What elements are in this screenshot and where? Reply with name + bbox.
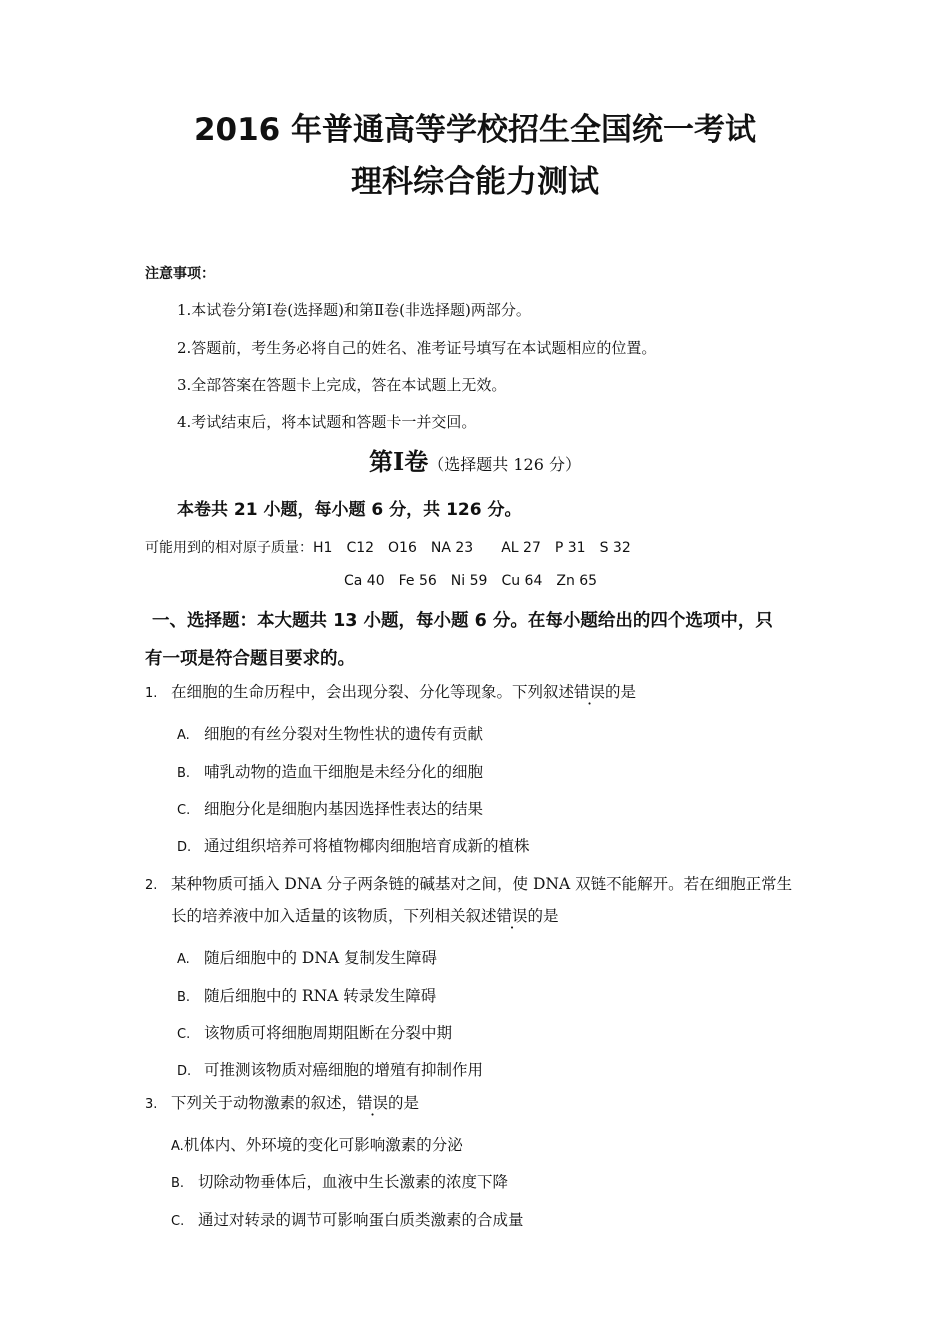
option-c: C. 细胞分化是细胞内基因选择性表达的结果 (177, 800, 484, 818)
atomic-mass-label: 可能用到的相对原子质量： (145, 540, 313, 556)
part1-summary: 本卷共 21 小题，每小题 6 分，共 126 分。 (177, 500, 522, 520)
option-d: D. 通过组织培养可将植物椰肉细胞培育成新的植株 (177, 837, 530, 855)
mass-item: O16 (388, 540, 417, 556)
mass-item: NA 23 (430, 540, 474, 556)
question-number: 1. (145, 686, 158, 701)
option-b: B. 哺乳动物的造血干细胞是未经分化的细胞 (177, 763, 484, 781)
section-heading-line2: 有一项是符合题目要求的。 (145, 649, 355, 669)
question-2-stem-line2: 长的培养液中加入适量的该物质，下列相关叙述错误的是 (171, 907, 559, 925)
mass-item: Zn 65 (556, 573, 598, 589)
part1-header (0, 442, 950, 477)
question-2-stem-line1: 2. 某种物质可插入 DNA 分子两条链的碱基对之间，使 DNA 双链不能解开。若在细胞正常生 (145, 875, 793, 893)
part1-title: 第Ⅰ卷 (369, 447, 429, 476)
section-heading-line1: 一、选择题：本大题共 13 小题，每小题 6 分。在每小题给出的四个选项中，只 (152, 611, 773, 631)
notes-heading: 注意事项： (145, 266, 215, 282)
option-a: A. 随后细胞中的 DNA 复制发生障碍 (177, 949, 438, 967)
note-item: 2.答题前，考生务必将自己的姓名、准考证号填写在本试题相应的位置。 (177, 339, 657, 357)
option-b: B. 切除动物垂体后，血液中生长激素的浓度下降 (171, 1173, 509, 1191)
mass-item: Cu 64 (501, 573, 543, 589)
emphasis-mark: 错误 (496, 907, 528, 925)
option-a: A.机体内、外环境的变化可影响激素的分泌 (171, 1136, 463, 1154)
question-number: 3. (145, 1097, 158, 1112)
mass-item: H1 (313, 540, 333, 556)
question-number: 2. (145, 878, 158, 893)
part1-subtitle: （选择题共 126 分） (428, 455, 581, 474)
atomic-mass-row2 (344, 573, 597, 589)
option-c: C. 通过对转录的调节可影响蛋白质类激素的合成量 (171, 1211, 524, 1229)
question-1-stem: 1. 在细胞的生命历程中，会出现分裂、分化等现象。下列叙述错误的是 (145, 683, 637, 701)
mass-item: S 32 (599, 540, 631, 556)
mass-item: Ni 59 (450, 573, 488, 589)
mass-item: Ca 40 (344, 573, 385, 589)
emphasis-mark: 错误 (357, 1094, 389, 1112)
atomic-mass-row1 (145, 537, 631, 557)
emphasis-mark: 错误 (574, 683, 606, 701)
option-c: C. 该物质可将细胞周期阻断在分裂中期 (177, 1024, 453, 1042)
option-a: A. 细胞的有丝分裂对生物性状的遗传有贡献 (177, 725, 484, 743)
note-item: 1.本试卷分第Ⅰ卷(选择题)和第Ⅱ卷(非选择题)两部分。 (177, 301, 531, 319)
exam-title: 2016 年普通高等学校招生全国统一考试 (193, 112, 757, 148)
mass-item: Fe 56 (398, 573, 437, 589)
option-b: B. 随后细胞中的 RNA 转录发生障碍 (177, 987, 437, 1005)
mass-item: AL 27 (501, 540, 541, 556)
option-d: D. 可推测该物质对癌细胞的增殖有抑制作用 (177, 1061, 484, 1079)
question-3-stem: 3. 下列关于动物激素的叙述，错误的是 (145, 1094, 420, 1112)
note-item: 4.考试结束后，将本试题和答题卡一并交回。 (177, 413, 477, 431)
exam-subtitle: 理科综合能力测试 (351, 164, 599, 200)
mass-item: C12 (346, 540, 375, 556)
mass-item: P 31 (554, 540, 586, 556)
note-item: 3.全部答案在答题卡上完成，答在本试题上无效。 (177, 376, 507, 394)
